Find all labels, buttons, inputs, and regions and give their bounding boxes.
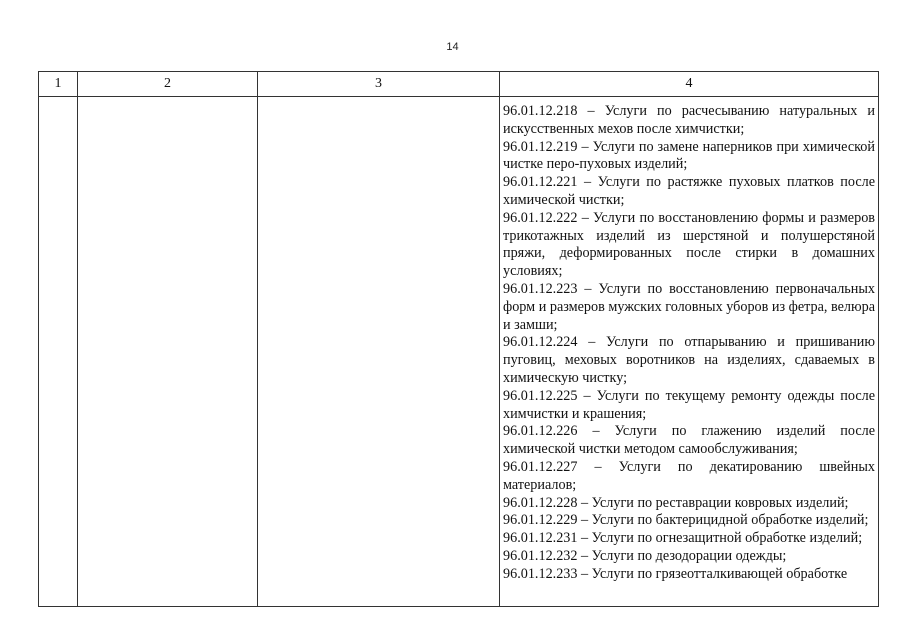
classifier-table (38, 71, 879, 607)
service-entry: 96.01.12.224 – Услуги по отпарыванию и пришиванию пуговиц, меховых воротников на изделиях, сдаваемых в химическую чистку; (503, 334, 875, 386)
table-row (39, 97, 879, 607)
table-header-row (39, 72, 879, 97)
service-entry: 96.01.12.226 – Услуги по глажению изделий после химической чистки методом самообслуживания; (503, 423, 875, 458)
service-entry: 96.01.12.223 – Услуги по восстановлению первоначальных форм и размеров мужских головных уборов из фетра, велюра и замши; (503, 280, 875, 333)
service-entry: 96.01.12.219 – Услуги по замене наперников при химической чистке перо-пуховых изделий; (503, 138, 875, 173)
cell-col-4 (500, 97, 879, 607)
service-entry: 96.01.12.232 – Услуги по дезодорации одежды; (503, 547, 787, 564)
column-header-3: 3 (258, 72, 500, 97)
service-entry: 96.01.12.228 – Услуги по реставрации ковровых изделий; (503, 494, 849, 511)
column-header-2: 2 (78, 72, 258, 97)
column-header-1: 1 (39, 72, 78, 97)
service-entry: 96.01.12.227 – Услуги по декатированию швейных материалов; (503, 458, 875, 493)
service-entry: 96.01.12.225 – Услуги по текущему ремонту одежды после химчистки и крашения; (503, 387, 875, 422)
service-entry: 96.01.12.229 – Услуги по бактерицидной обработке изделий; (503, 512, 869, 529)
page-number: 14 (446, 41, 459, 53)
service-entry: 96.01.12.233 – Услуги по грязеотталкивающей обработке (503, 565, 848, 582)
cell-col-1 (39, 97, 78, 607)
cell-col-3 (258, 97, 500, 607)
service-entry: 96.01.12.231 – Услуги по огнезащитной обработке изделий; (503, 530, 863, 547)
cell-col-2 (78, 97, 258, 607)
service-entry: 96.01.12.222 – Услуги по восстановлению формы и размеров трикотажных изделий из шерстяной и полушерстяной пряжи, деформированных после стирки в домашних условиях; (503, 209, 875, 280)
service-entry: 96.01.12.221 – Услуги по растяжке пуховых платков после химической чистки; (503, 174, 875, 208)
service-entry: 96.01.12.218 – Услуги по расчесыванию натуральных и искусственных мехов после химчистки; (503, 103, 875, 137)
column-header-4: 4 (500, 72, 879, 97)
